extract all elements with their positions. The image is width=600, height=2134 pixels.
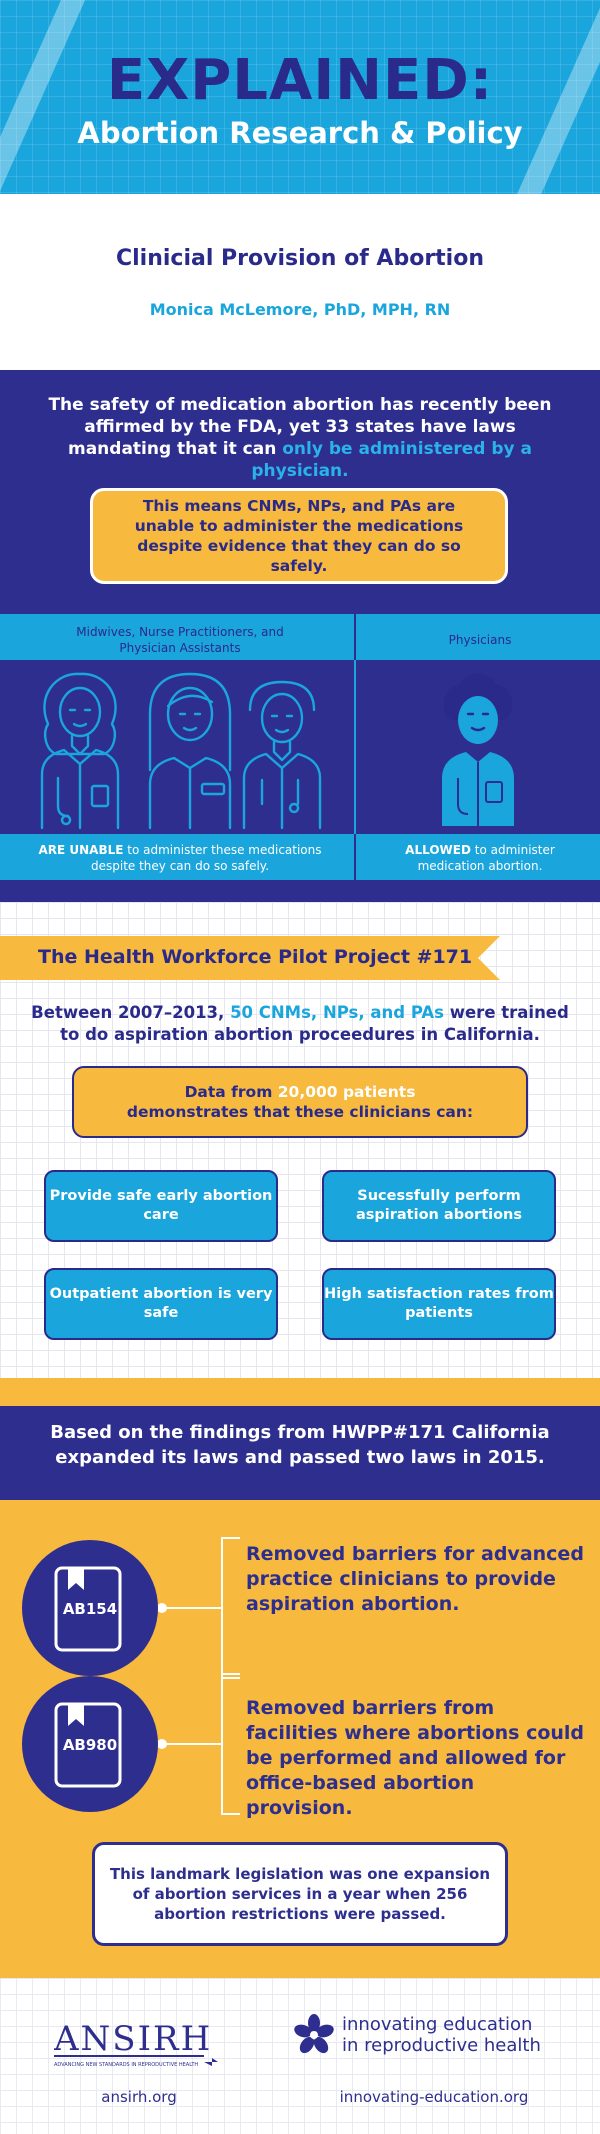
law-description: Removed barriers for advanced practice clinicians to provide aspiration abortion.: [246, 1543, 584, 1615]
nurse-practitioner-figure-icon: [150, 674, 230, 828]
caption-advanced-clinicians-rest: to administer these medications despite they can do so safely.: [90, 843, 322, 873]
caption-physicians: [380, 842, 580, 874]
article-author: Monica McLemore, PhD, MPH, RN: [149, 300, 451, 319]
patient-data-suffix: demonstrates that these clinicians can:: [126, 1103, 474, 1121]
ansirh-link[interactable]: ansirh.org: [101, 2088, 177, 2106]
label-physicians: Physicians: [448, 633, 512, 647]
law-code: AB154: [62, 1600, 118, 1618]
restriction-callout: This means CNMs, NPs, and PAs are unable to administer the medications despite evidence that they can do so safely.: [90, 488, 508, 584]
california-laws-section: [0, 1500, 600, 1978]
innovating-education-logo-text: [342, 2014, 541, 2056]
fda-statement: [40, 394, 560, 482]
label-advanced-clinicians: Midwives, Nurse Practitioners, and Physician Assistants: [76, 625, 284, 655]
article-title: Clinicial Provision of Abortion: [115, 246, 485, 271]
closing-statement: This landmark legislation was one expansion of abortion services in a year when 256 abortion restrictions were passed.: [92, 1842, 508, 1946]
pilot-project-title: The Health Workforce Pilot Project #171: [38, 946, 473, 968]
finding-card: High satisfaction rates from patients: [322, 1268, 556, 1340]
midwife-figure-icon: [42, 674, 118, 828]
patient-data-text: [127, 1082, 473, 1122]
patient-data-prefix: Data from: [184, 1083, 278, 1101]
ie-line-1: innovating education: [342, 2014, 533, 2035]
caption-advanced-clinicians-bold: ARE UNABLE: [38, 843, 124, 857]
finding-card: Outpatient abortion is very safe: [44, 1268, 278, 1340]
law-code: AB980: [62, 1736, 118, 1754]
training-statement: [30, 1002, 570, 1046]
header-banner: [0, 0, 600, 194]
caption-advanced-clinicians: [30, 842, 330, 874]
caption-physicians-bold: ALLOWED: [405, 843, 471, 857]
law-badge-ab980: [22, 1676, 158, 1812]
footer: [0, 1978, 600, 2134]
svg-text:ADVANCING NEW STANDARDS IN REP: ADVANCING NEW STANDARDS IN REPRODUCTIVE HEALTH: [54, 2062, 199, 2068]
pilot-project-section: [0, 902, 600, 1378]
patient-data-highlight: 20,000 patients: [277, 1083, 416, 1101]
law-description: Removed barriers from facilities where abortions could be performed and allowed for office-based abortion provision.: [246, 1697, 585, 1819]
ansirh-logo[interactable]: [54, 2014, 224, 2074]
svg-text:ANSIRH: ANSIRH: [54, 2019, 213, 2059]
fda-statement-text: The safety of medication abortion has recently been affirmed by the FDA, yet 33 states have laws mandating that it can: [48, 395, 552, 459]
training-statement-text: Between 2007–2013,: [31, 1003, 231, 1022]
finding-card: Provide safe early abortion care: [44, 1170, 278, 1242]
training-statement-highlight: 50 CNMs, NPs, and PAs: [230, 1003, 444, 1022]
training-statement-text: were trained to do aspiration abortion proceedures in California.: [60, 1003, 569, 1044]
header-subtitle: Abortion Research & Policy: [77, 116, 523, 150]
medication-abortion-section: [0, 370, 600, 902]
patient-data-callout: [72, 1066, 528, 1138]
law-badge-ab154: [22, 1540, 158, 1676]
clinician-figures: [0, 666, 600, 830]
law-connector: [158, 1534, 244, 1684]
physician-figure-icon: [442, 674, 514, 827]
caption-physicians-rest: to administer medication abortion.: [417, 843, 555, 873]
flower-logo-icon: [294, 2014, 334, 2054]
fda-statement-highlight: only be administered by a physician.: [251, 439, 533, 481]
ie-line-2: in reproductive health: [342, 2035, 541, 2056]
physician-assistant-figure-icon: [244, 682, 320, 828]
california-laws-heading-band: [0, 1406, 600, 1500]
innovating-education-link[interactable]: innovating-education.org: [339, 2088, 529, 2106]
law-connector: [158, 1670, 244, 1820]
header-title: EXPLAINED:: [106, 48, 494, 113]
california-laws-heading: Based on the findings from HWPP#171 California expanded its laws and passed two laws in 2015.: [50, 1422, 550, 1468]
section-divider-stripe: [0, 1378, 600, 1406]
finding-card: Sucessfully perform aspiration abortions: [322, 1170, 556, 1242]
